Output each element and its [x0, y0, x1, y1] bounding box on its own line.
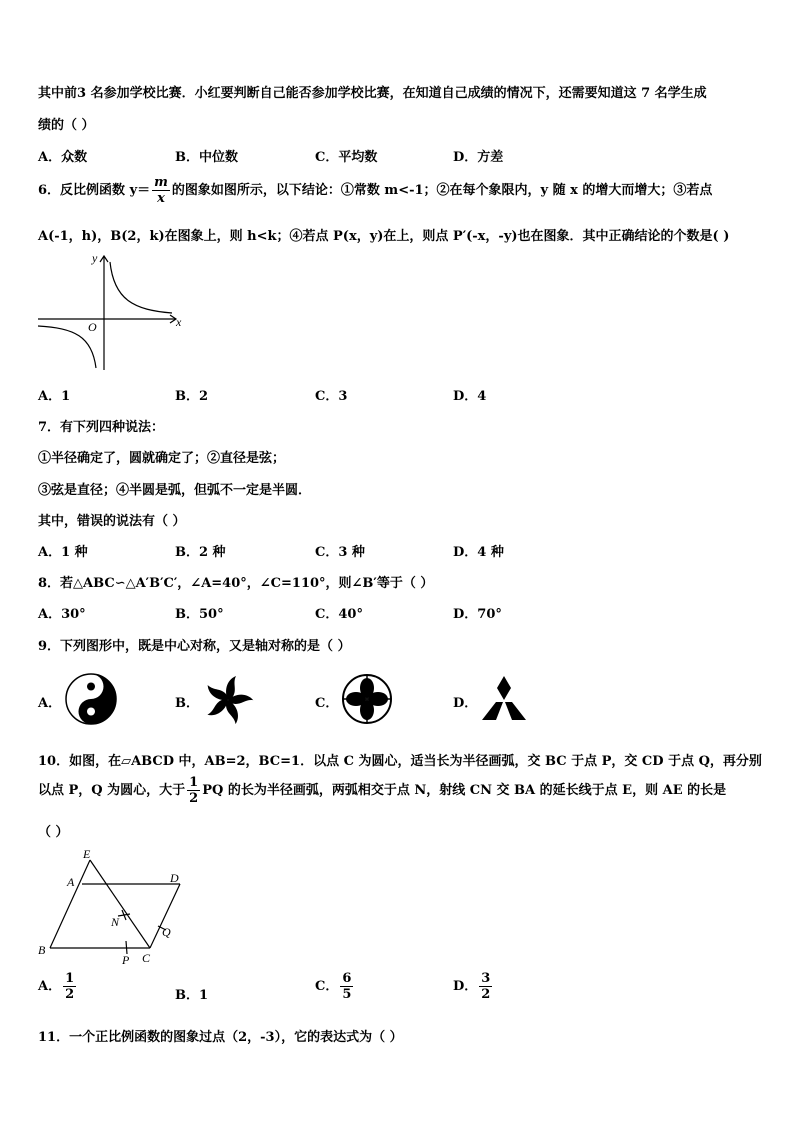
q10-option-b[interactable]: B．1	[175, 988, 209, 1003]
label-p: P	[122, 953, 130, 967]
q6-option-c[interactable]: C．3	[315, 389, 348, 404]
q10-option-d-num: 3	[481, 971, 491, 986]
q8-option-c[interactable]: C．40°	[315, 607, 363, 622]
label-d: D	[170, 871, 179, 885]
q9-option-b[interactable]: B．	[175, 696, 199, 711]
q10-option-c-label: C．	[315, 979, 339, 994]
q6-option-a[interactable]: A．1	[38, 389, 71, 404]
q5-option-d[interactable]: D．方差	[453, 150, 504, 165]
q7-text-line2: ①半径确定了，圆就确定了；②直径是弦；	[38, 451, 286, 466]
q6-text-line1	[38, 176, 712, 205]
q10-option-a-num: 1	[65, 971, 75, 986]
q10-option-c-fraction	[340, 972, 353, 1001]
q5-text-line1: 其中前3 名参加学校比赛．小红要判断自己能否参加学校比赛，在知道自己成绩的情况下，还需要知道这 7 名学生成	[38, 86, 707, 101]
q11-text-line1: 11．一个正比例函数的图象过点（2，-3），它的表达式为（ ）	[38, 1030, 403, 1045]
q10-text-line1: 10．如图，在▱ABCD 中，AB=2，BC=1．以点 C 为圆心，适当长为半径画弧，交 BC 于点 P，交 CD 于点 Q，再分别	[38, 754, 762, 769]
q8-option-a[interactable]: A．30°	[38, 607, 86, 622]
label-q: Q	[162, 925, 171, 939]
q7-option-a[interactable]: A．1 种	[38, 545, 88, 560]
q10-text-line2	[38, 776, 726, 805]
pinwheel-flower-icon	[202, 674, 254, 726]
q7-text-line4: 其中，错误的说法有（ ）	[38, 514, 186, 529]
q5-text-line2: 绩的（ ）	[38, 118, 95, 133]
q10-option-a[interactable]	[38, 972, 78, 1001]
q6-origin-label: O	[88, 320, 97, 334]
q10-fraction	[187, 776, 200, 805]
q5-option-a[interactable]: A．众数	[38, 150, 88, 165]
q10-parallelogram-figure	[34, 844, 194, 969]
q10-option-a-label: A．	[38, 979, 62, 994]
label-b: B	[38, 943, 46, 957]
label-c: C	[142, 951, 151, 965]
q6-x-label: x	[176, 315, 182, 329]
q10-option-c-den: 5	[342, 987, 352, 1002]
q10-frac-den: 2	[189, 791, 199, 806]
q6-y-label: y	[92, 251, 98, 265]
four-petal-circle-icon	[340, 672, 394, 726]
q10-frac-num: 1	[189, 775, 199, 790]
q6-frac-den: x	[157, 191, 165, 206]
q6-hyperbola-graph	[34, 250, 184, 380]
q5-option-c[interactable]: C．平均数	[315, 150, 378, 165]
q10-option-d-den: 2	[481, 987, 491, 1002]
q8-text-line1: 8．若△ABC∽△A′B′C′，∠A=40°，∠C=110°，则∠B′等于（ ）	[38, 576, 434, 591]
three-diamonds-icon	[476, 674, 532, 724]
q8-option-b[interactable]: B．50°	[175, 607, 224, 622]
q10-option-a-fraction	[63, 972, 76, 1001]
q6-option-d[interactable]: D．4	[453, 389, 487, 404]
q6-text-line2: A(-1，h)，B(2，k)在图象上，则 h<k；④若点 P(x，y)在上，则点 P′(-x，-y)也在图象．其中正确结论的个数是( )	[38, 229, 730, 244]
q5-option-b[interactable]: B．中位数	[175, 150, 238, 165]
q10-option-c[interactable]	[315, 972, 355, 1001]
q9-option-a[interactable]: A．	[38, 696, 62, 711]
q10-option-d-fraction	[479, 972, 492, 1001]
label-n: N	[111, 915, 120, 929]
q7-option-c[interactable]: C．3 种	[315, 545, 365, 560]
q10-option-c-num: 6	[342, 971, 352, 986]
q6-prefix: 6．反比例函数 y＝	[38, 183, 151, 198]
yin-yang-icon	[64, 672, 118, 726]
q6-option-b[interactable]: B．2	[175, 389, 209, 404]
q9-option-c[interactable]: C．	[315, 696, 339, 711]
q6-frac-num: m	[154, 175, 168, 190]
q9-option-d[interactable]: D．	[453, 696, 478, 711]
q10-option-d-label: D．	[453, 979, 478, 994]
q6-suffix: 的图象如图所示，以下结论：①常数 m<-1；②在每个象限内，y 随 x 的增大而增大；③若点	[171, 183, 713, 198]
q10-line2-a: 以点 P，Q 为圆心，大于	[38, 783, 186, 798]
q7-option-d[interactable]: D．4 种	[453, 545, 504, 560]
q7-text-line1: 7．有下列四种说法：	[38, 420, 165, 435]
q6-fraction	[152, 176, 170, 205]
q8-option-d[interactable]: D．70°	[453, 607, 502, 622]
q10-option-d[interactable]	[453, 972, 494, 1001]
q10-line2-b: PQ 的长为半径画弧，两弧相交于点 N，射线 CN 交 BA 的延长线于点 E，则 AE 的长是	[202, 783, 727, 798]
label-e: E	[83, 847, 91, 861]
q9-text-line1: 9．下列图形中，既是中心对称，又是轴对称的是（ ）	[38, 639, 351, 654]
q10-text-line3: （ ）	[38, 825, 69, 840]
q7-option-b[interactable]: B．2 种	[175, 545, 226, 560]
label-a: A	[67, 875, 75, 889]
q7-text-line3: ③弦是直径；④半圆是弧，但弧不一定是半圆．	[38, 483, 312, 498]
q10-option-a-den: 2	[65, 987, 75, 1002]
